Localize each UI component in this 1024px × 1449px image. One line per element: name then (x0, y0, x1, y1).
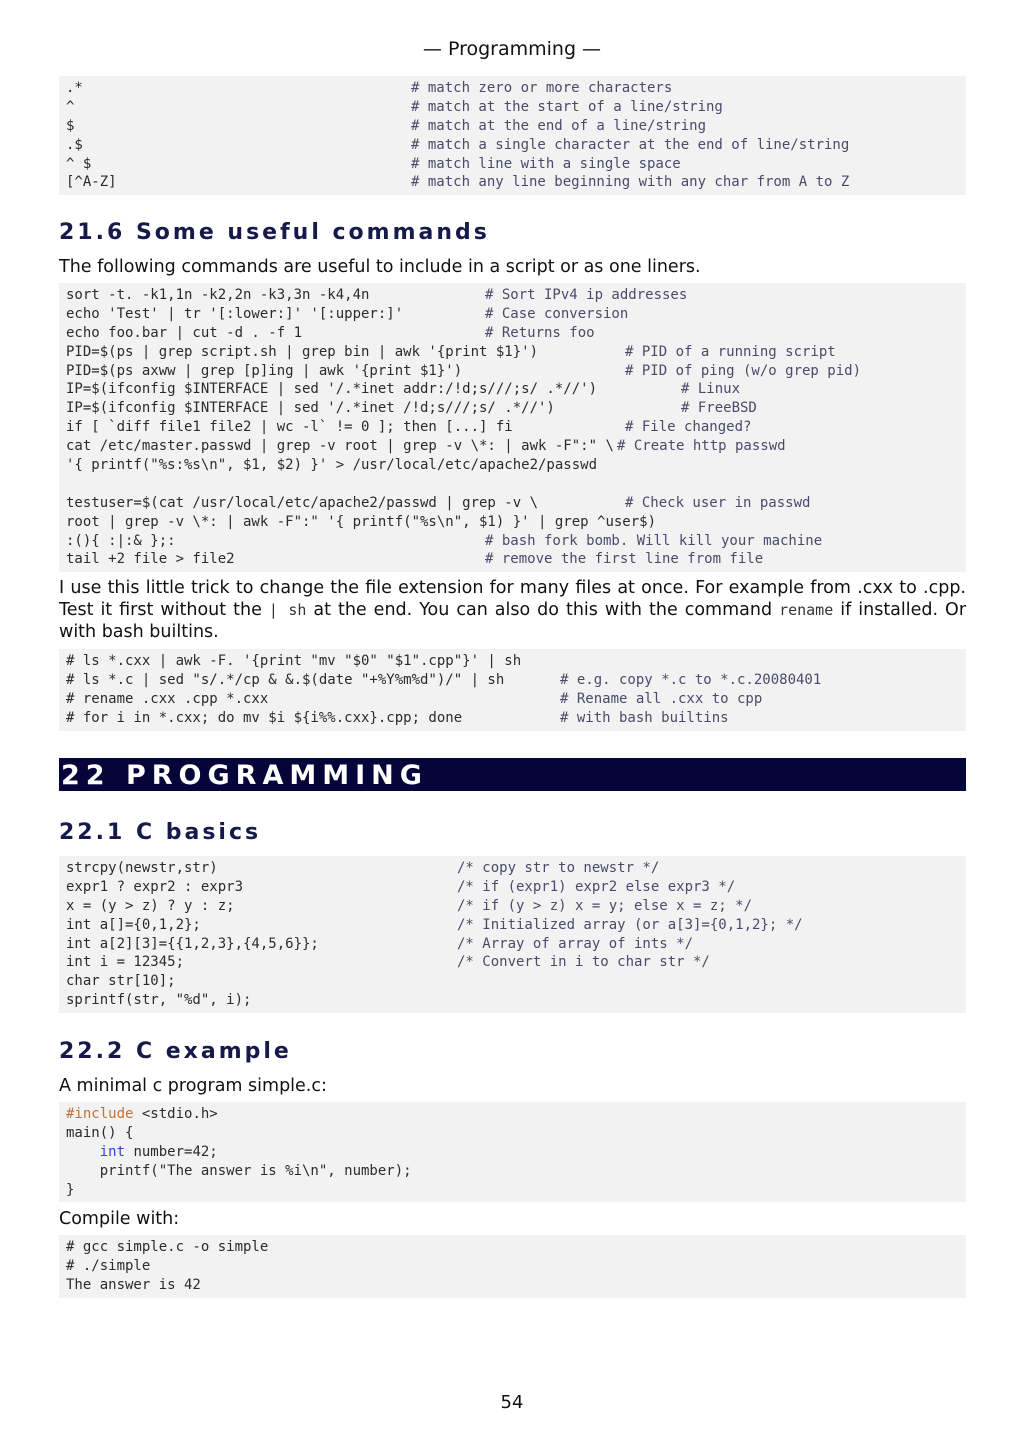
code-line (66, 324, 959, 343)
code-text: echo foo.bar | cut -d . -f 1 (66, 324, 303, 341)
code-line (66, 475, 959, 494)
code-line (66, 456, 959, 475)
code-line (66, 916, 959, 935)
code-line (66, 380, 959, 399)
code-line (66, 671, 959, 690)
code-comment: /* copy str to newstr */ (457, 860, 660, 876)
code-text: # rename .cxx .cpp *.cxx (66, 690, 269, 707)
code-comment: # match zero or more characters (411, 80, 673, 96)
code-line: int number=42; (99, 1143, 218, 1160)
code-line (66, 550, 959, 569)
code-comment: /* Array of array of ints */ (457, 935, 694, 952)
code-line: # ./simple (66, 1257, 151, 1274)
code-text: '{ printf("%s:%s\n", $1, $2) }' > /usr/local/etc/apache2/passwd (66, 457, 598, 474)
code-comment: # remove the first line from file (485, 551, 764, 568)
code-line (66, 437, 959, 456)
code-line (66, 343, 959, 362)
code-text: cat /etc/master.passwd | grep -v root | grep -v \*: | awk -F":" \ (66, 438, 614, 455)
code-text: # for i in *.cxx; do mv $i ${i%%.cxx}.cpp; done (66, 709, 463, 726)
code-comment: # Check user in passwd (625, 494, 811, 511)
code-line (66, 399, 959, 418)
code-comment: # PID of ping (w/o grep pid) (625, 362, 862, 379)
regex-code-block (59, 76, 966, 195)
useful-commands-code-block (59, 283, 966, 572)
code-line (66, 953, 959, 972)
trick-text-3: if installed. Or with bash builtins. (59, 600, 967, 642)
code-text: ^ (66, 98, 75, 115)
chapter-22-banner: 22 PROGRAMMING (59, 758, 966, 791)
inline-code-pipe-sh: | sh (268, 601, 307, 619)
code-text: PID=$(ps axww | grep [p]ing | awk '{print $1}') (66, 362, 463, 379)
code-text: IP=$(ifconfig $INTERFACE | sed '/.*inet /!d;s///;s/ .*//') (66, 400, 555, 417)
code-text: root | grep -v \*: | awk -F":" '{ printf("%s\n", $1) }' | grep ^user$) (66, 513, 657, 530)
code-text: int a[]={0,1,2}; (66, 916, 201, 933)
code-text: ^ $ (66, 155, 92, 172)
code-comment: # match a single character at the end of line/string (411, 136, 850, 153)
code-line (66, 513, 959, 532)
c-program-code-block (59, 1102, 966, 1202)
code-text: sort -t. -k1,1n -k2,2n -k3,3n -k4,4n (66, 287, 370, 303)
c-basics-code-block (59, 856, 966, 1013)
code-line (66, 991, 959, 1010)
section-22-2-heading: 22.2 C example (59, 1039, 292, 1064)
code-comment: # File changed? (625, 419, 752, 436)
code-line (66, 136, 959, 155)
code-line: # gcc simple.c -o simple (66, 1239, 269, 1255)
code-comment: /* Convert in i to char str */ (457, 954, 710, 971)
code-line (66, 305, 959, 324)
code-line (66, 362, 959, 381)
running-header: — Programming — (422, 38, 602, 60)
compile-intro: Compile with: (59, 1209, 180, 1229)
code-text: PID=$(ps | grep script.sh | grep bin | awk '{print $1}') (66, 343, 539, 360)
code-text: # ls *.cxx | awk -F. '{print "mv "$0" "$1".cpp"}' | sh (66, 653, 522, 669)
code-comment: # match at the start of a line/string (411, 98, 723, 115)
code-line (66, 652, 959, 671)
code-line: #include <stdio.h> (66, 1106, 218, 1122)
code-line (66, 690, 959, 709)
code-comment: # Linux (681, 381, 741, 398)
section-21-6-intro: The following commands are useful to include in a script or as one liners. (59, 257, 701, 277)
code-line (66, 155, 959, 174)
code-comment: /* Initialized array (or a[3]={0,1,2}; */ (457, 916, 803, 933)
code-line: main() { (66, 1124, 134, 1141)
code-comment: # e.g. copy *.c to *.c.20080401 (560, 671, 822, 688)
code-text: $ (66, 117, 75, 134)
code-text: :(){ :|:& };: (66, 532, 176, 549)
code-line: printf("The answer is %i\n", number); (66, 1162, 412, 1179)
code-comment: /* if (y > z) x = y; else x = z; */ (457, 897, 753, 914)
page-number: 54 (500, 1392, 524, 1413)
trick-text-1: I use this little trick to change the file extension for many files at once. For example from .cxx to .cpp. Test it first without the (59, 578, 966, 620)
code-text: sprintf(str, "%d", i); (66, 992, 252, 1009)
code-text: int i = 12345; (66, 954, 185, 971)
code-text: .$ (66, 136, 83, 153)
code-line (66, 532, 959, 551)
code-text: [^A-Z] (66, 174, 117, 191)
code-comment: /* if (expr1) expr2 else expr3 */ (457, 878, 736, 895)
code-comment: # match at the end of a line/string (411, 117, 707, 134)
code-comment: # FreeBSD (681, 400, 757, 417)
code-text: char str[10]; (66, 973, 176, 990)
code-text: testuser=$(cat /usr/local/etc/apache2/passwd | grep -v \ (66, 494, 539, 511)
rename-trick-code-block (59, 649, 966, 731)
code-line (66, 878, 959, 897)
code-comment: # Case conversion (485, 305, 629, 322)
int-keyword: int (99, 1143, 126, 1160)
section-22-2-intro: A minimal c program simple.c: (59, 1076, 327, 1096)
code-line (66, 935, 959, 954)
code-text: tail +2 file > file2 (66, 551, 235, 568)
code-comment: # Returns foo (485, 324, 595, 341)
code-text: int a[2][3]={{1,2,3},{4,5,6}}; (66, 935, 319, 952)
code-text: if [ `diff file1 file2 | wc -l` != 0 ]; then [...] fi (66, 419, 513, 436)
code-comment: # with bash builtins (560, 709, 729, 726)
code-text: strcpy(newstr,str) (66, 860, 218, 876)
code-comment: # match line with a single space (411, 155, 681, 172)
code-text: IP=$(ifconfig $INTERFACE | sed '/.*inet addr:/!d;s///;s/ .*//') (66, 381, 598, 398)
code-line (66, 418, 959, 437)
trick-text-2: at the end. You can also do this with the command (306, 600, 780, 620)
code-line (66, 286, 959, 305)
code-comment: # PID of a running script (625, 343, 836, 360)
code-text: echo 'Test' | tr '[:lower:]' '[:upper:]' (66, 305, 404, 322)
code-comment: # Sort IPv4 ip addresses (485, 287, 688, 303)
inline-code-rename: rename (779, 601, 834, 619)
code-text: # ls *.c | sed "s/.*/cp & &.$(date "+%Y%m%d")/" | sh (66, 671, 505, 688)
code-text: expr1 ? expr2 : expr3 (66, 878, 244, 895)
rename-trick-paragraph (59, 577, 966, 643)
code-line (66, 897, 959, 916)
code-line (66, 79, 959, 98)
code-comment: # Rename all .cxx to cpp (560, 690, 763, 707)
code-line (66, 972, 959, 991)
code-comment: # Create http passwd (617, 438, 786, 455)
code-line: } (66, 1181, 75, 1198)
code-comment: # match any line beginning with any char from A to Z (411, 174, 850, 191)
code-line (66, 709, 959, 728)
code-line (66, 117, 959, 136)
code-line (66, 859, 959, 878)
section-22-1-heading: 22.1 C basics (59, 820, 262, 845)
code-comment: # bash fork bomb. Will kill your machine (485, 532, 823, 549)
section-21-6-heading: 21.6 Some useful commands (59, 220, 490, 245)
code-line: The answer is 42 (66, 1276, 201, 1293)
compile-code-block (59, 1235, 966, 1298)
code-text: x = (y > z) ? y : z; (66, 897, 235, 914)
code-line (66, 494, 959, 513)
code-text: .* (66, 80, 83, 96)
code-line (66, 173, 959, 192)
code-line (66, 98, 959, 117)
include-directive: #include (66, 1106, 134, 1122)
